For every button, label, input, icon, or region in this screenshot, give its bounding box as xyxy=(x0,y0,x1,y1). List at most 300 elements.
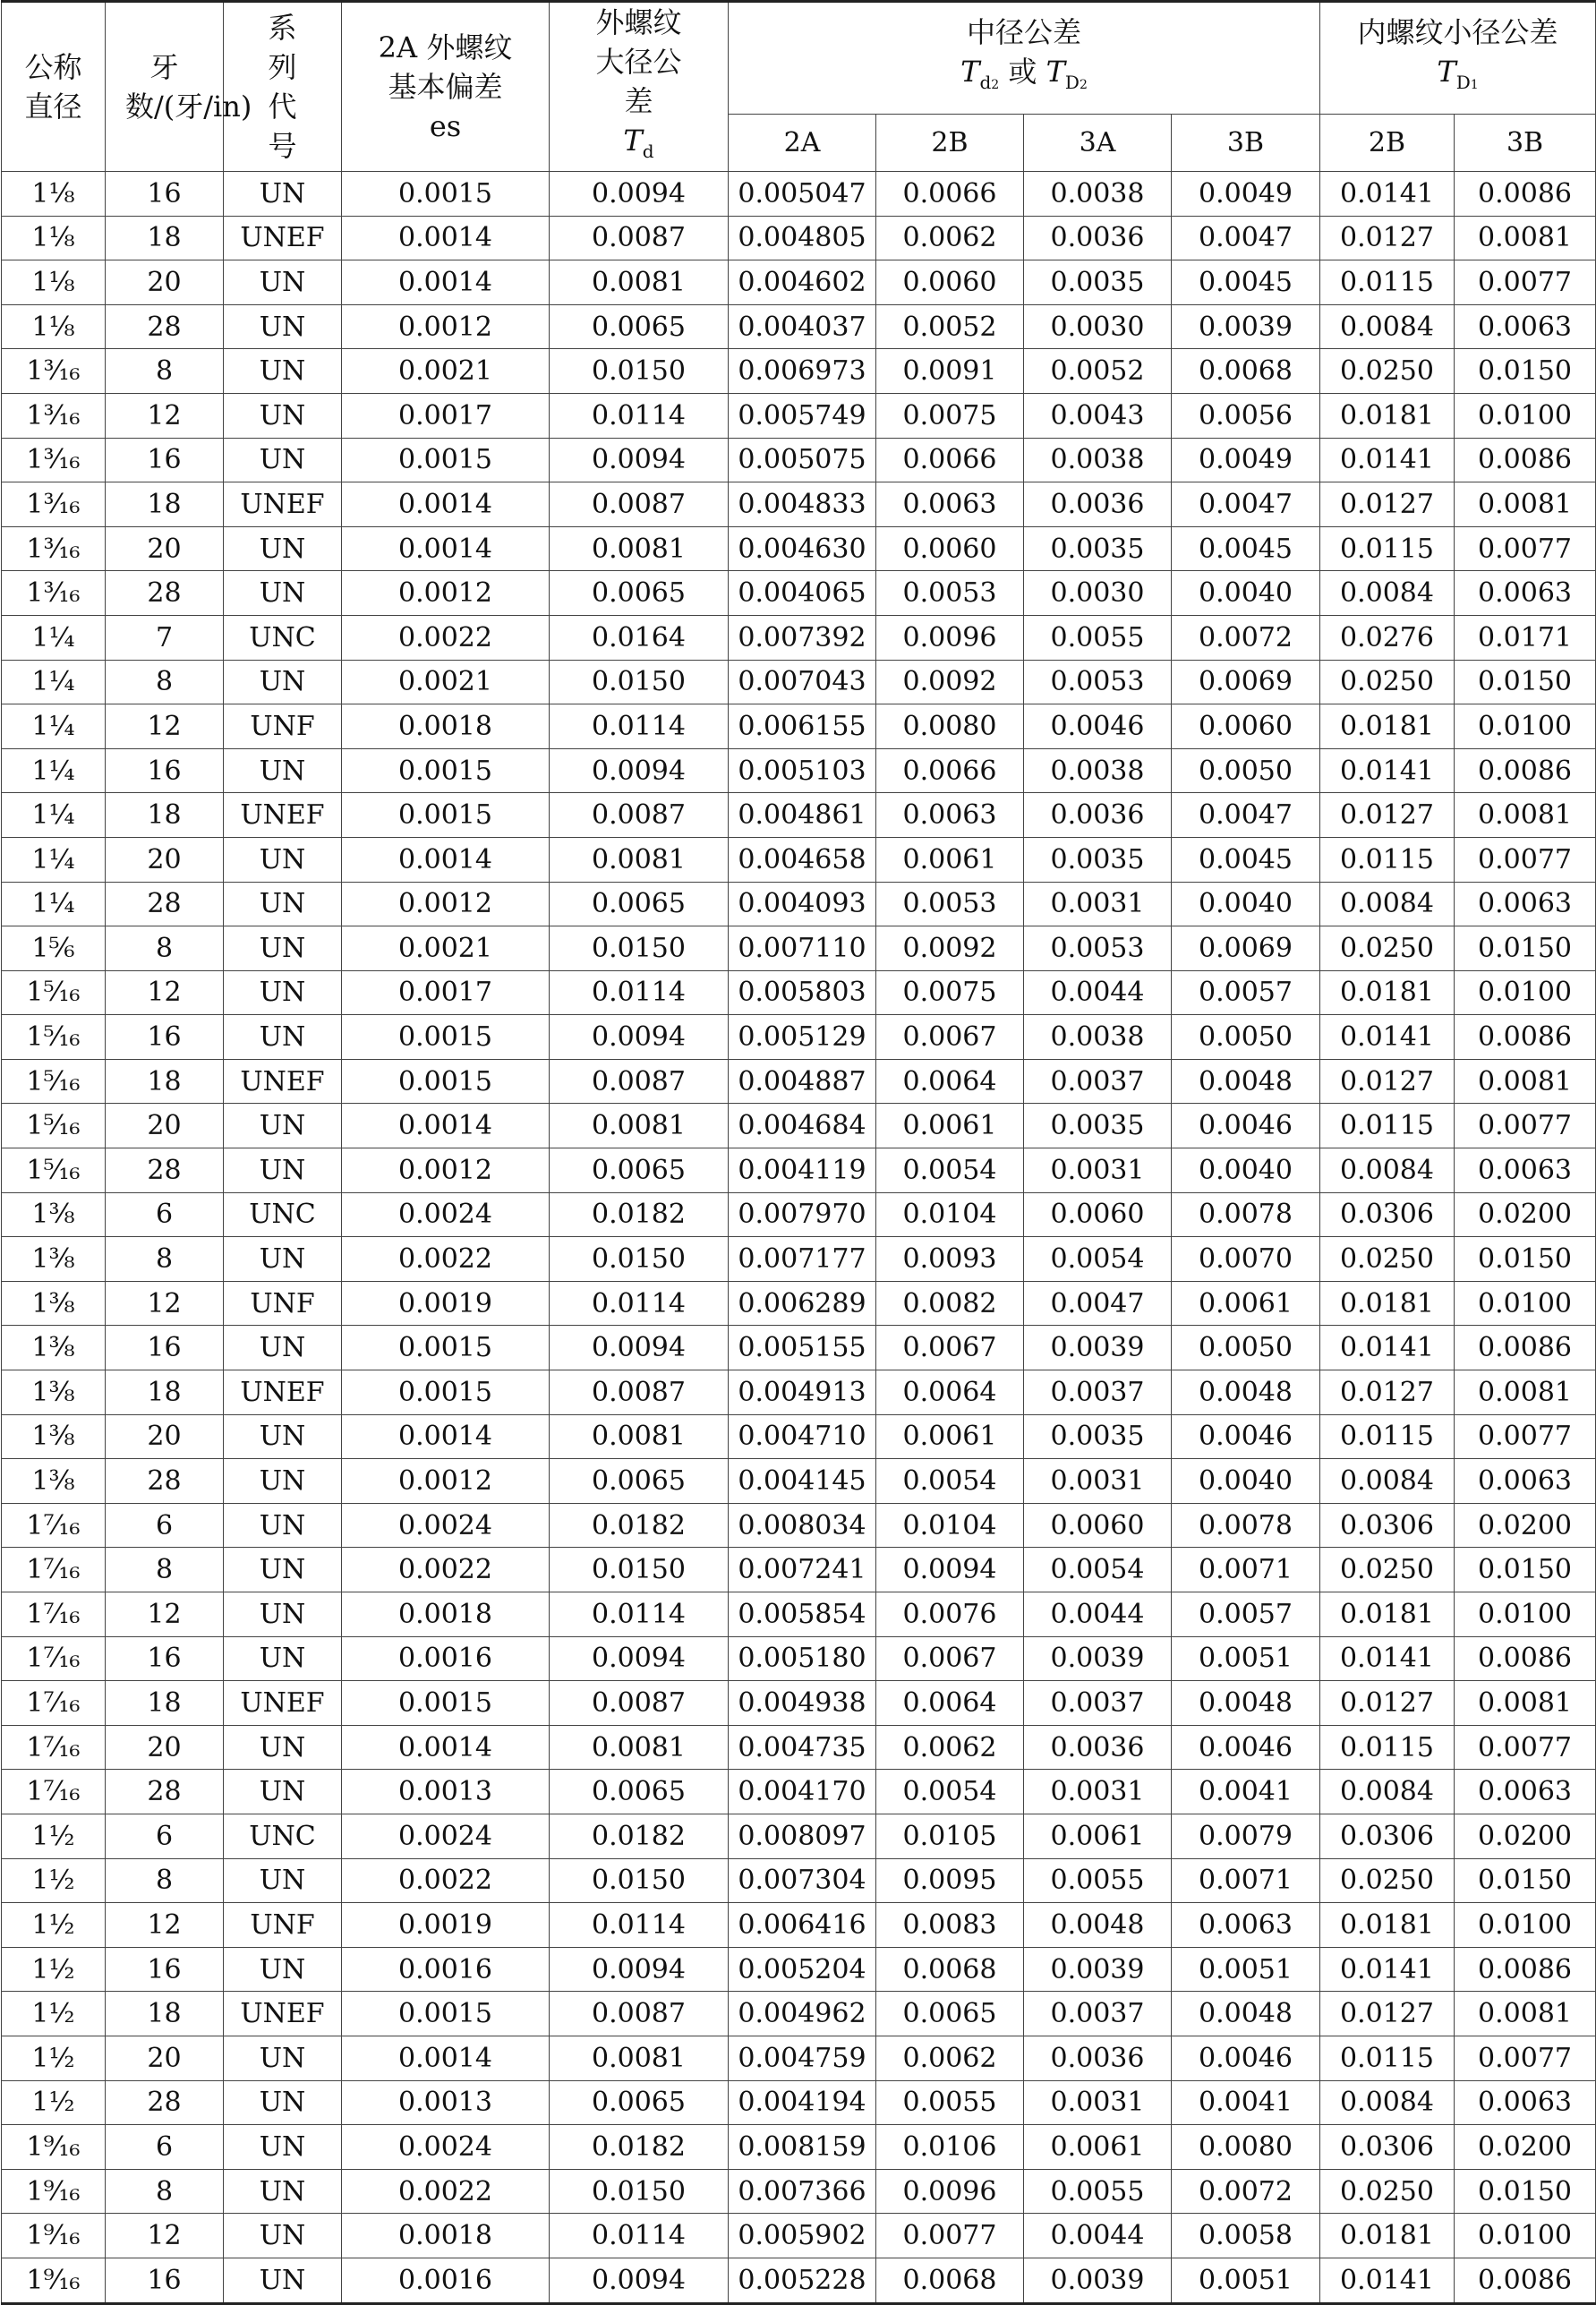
table-row xyxy=(2,304,1596,349)
nominal-diameter-cell: 1⅛ xyxy=(2,304,106,349)
col-group-pitch-tolerance xyxy=(729,2,1320,115)
nominal-diameter-cell: 1³⁄₁₆ xyxy=(2,349,106,394)
basic-deviation-label: 2A 外螺纹基本偏差 xyxy=(378,30,513,104)
table-row xyxy=(2,1636,1596,1681)
table-row xyxy=(2,2258,1596,2303)
table-row xyxy=(2,349,1596,394)
series-cell: UN xyxy=(224,1636,342,1681)
minor-2b-cell: 0.0084 xyxy=(1320,2080,1455,2125)
major-tolerance-cell: 0.0065 xyxy=(550,571,729,616)
threads-per-inch-cell: 28 xyxy=(106,304,224,349)
basic-deviation-cell: 0.0022 xyxy=(342,2169,550,2214)
pitch-3a-cell: 0.0044 xyxy=(1024,2214,1172,2258)
pitch-2a-cell: 0.007241 xyxy=(729,1548,876,1592)
pitch-2b-cell: 0.0092 xyxy=(876,660,1024,704)
series-cell: UNEF xyxy=(224,793,342,838)
table-row xyxy=(2,1326,1596,1370)
pitch-3a-cell: 0.0038 xyxy=(1024,438,1172,482)
major-tolerance-cell: 0.0114 xyxy=(550,1281,729,1326)
minor-2b-cell: 0.0115 xyxy=(1320,1725,1455,1770)
major-tolerance-cell: 0.0114 xyxy=(550,1592,729,1637)
major-tolerance-cell: 0.0114 xyxy=(550,1903,729,1948)
table-row xyxy=(2,393,1596,438)
pitch-3a-cell: 0.0061 xyxy=(1024,1814,1172,1858)
minor-3b-cell: 0.0150 xyxy=(1455,2169,1596,2214)
basic-deviation-cell: 0.0015 xyxy=(342,748,550,793)
pitch-2a-cell: 0.005075 xyxy=(729,438,876,482)
pitch-2b-cell: 0.0082 xyxy=(876,1281,1024,1326)
minor-3b-cell: 0.0100 xyxy=(1455,393,1596,438)
series-cell: UNEF xyxy=(224,1992,342,2036)
threads-per-inch-cell: 12 xyxy=(106,393,224,438)
pitch-2a-cell: 0.004938 xyxy=(729,1681,876,1726)
table-row xyxy=(2,1903,1596,1948)
major-tolerance-cell: 0.0081 xyxy=(550,1414,729,1459)
pitch-3b-cell: 0.0050 xyxy=(1172,1015,1320,1060)
pitch-2b-cell: 0.0068 xyxy=(876,1947,1024,1992)
threads-per-inch-cell: 8 xyxy=(106,926,224,971)
threads-per-inch-cell: 20 xyxy=(106,1725,224,1770)
pitch-2a-cell: 0.004037 xyxy=(729,304,876,349)
series-cell: UN xyxy=(224,1326,342,1370)
pitch-2a-cell: 0.004735 xyxy=(729,1725,876,1770)
nominal-diameter-cell: 1⅜ xyxy=(2,1192,106,1237)
major-tolerance-cell: 0.0150 xyxy=(550,349,729,394)
minor-2b-cell: 0.0181 xyxy=(1320,393,1455,438)
pitch-2a-cell: 0.007392 xyxy=(729,615,876,660)
pitch-2b-cell: 0.0055 xyxy=(876,2080,1024,2125)
col-major-tolerance xyxy=(550,2,729,172)
minor-3b-cell: 0.0086 xyxy=(1455,2258,1596,2303)
minor-3b-cell: 0.0100 xyxy=(1455,1281,1596,1326)
pitch-3a-cell: 0.0039 xyxy=(1024,2258,1172,2303)
pitch-3b-cell: 0.0048 xyxy=(1172,1059,1320,1104)
pitch-2a-cell: 0.007110 xyxy=(729,926,876,971)
pitch-2b-cell: 0.0080 xyxy=(876,704,1024,749)
pitch-3a-cell: 0.0060 xyxy=(1024,1503,1172,1548)
basic-deviation-cell: 0.0015 xyxy=(342,1681,550,1726)
nominal-diameter-cell: 1⅚ xyxy=(2,926,106,971)
pitch-3a-cell: 0.0031 xyxy=(1024,2080,1172,2125)
pitch-2b-cell: 0.0062 xyxy=(876,1725,1024,1770)
col-threads-per-inch: 牙数/(牙/in) xyxy=(106,2,224,172)
pitch-2a-cell: 0.006155 xyxy=(729,704,876,749)
pitch-3b-cell: 0.0070 xyxy=(1172,1237,1320,1282)
basic-deviation-cell: 0.0018 xyxy=(342,704,550,749)
major-tolerance-cell: 0.0182 xyxy=(550,2125,729,2170)
pitch-3a-cell: 0.0037 xyxy=(1024,1992,1172,2036)
major-tolerance-cell: 0.0081 xyxy=(550,260,729,305)
nominal-diameter-cell: 1½ xyxy=(2,1858,106,1903)
major-tolerance-cell: 0.0182 xyxy=(550,1503,729,1548)
basic-deviation-cell: 0.0021 xyxy=(342,660,550,704)
series-cell: UN xyxy=(224,304,342,349)
pitch-2a-cell: 0.006416 xyxy=(729,1903,876,1948)
nominal-diameter-cell: 1³⁄₁₆ xyxy=(2,526,106,571)
pitch-3b-cell: 0.0041 xyxy=(1172,1770,1320,1814)
pitch-3a-cell: 0.0031 xyxy=(1024,1148,1172,1193)
pitch-2b-cell: 0.0054 xyxy=(876,1459,1024,1504)
pitch-2b-cell: 0.0068 xyxy=(876,2258,1024,2303)
nominal-diameter-cell: 1⁷⁄₁₆ xyxy=(2,1636,106,1681)
nominal-diameter-cell: 1³⁄₁₆ xyxy=(2,438,106,482)
minor-3b-cell: 0.0150 xyxy=(1455,1858,1596,1903)
pitch-2a-cell: 0.005228 xyxy=(729,2258,876,2303)
minor-2b-cell: 0.0306 xyxy=(1320,2125,1455,2170)
series-cell: UN xyxy=(224,660,342,704)
nominal-diameter-cell: 1¼ xyxy=(2,837,106,882)
threads-per-inch-cell: 20 xyxy=(106,837,224,882)
table-row xyxy=(2,1681,1596,1726)
threads-per-inch-cell: 18 xyxy=(106,1370,224,1415)
nominal-diameter-cell: 1⁹⁄₁₆ xyxy=(2,2169,106,2214)
minor-2b-cell: 0.0141 xyxy=(1320,438,1455,482)
series-cell: UN xyxy=(224,1725,342,1770)
series-cell: UN xyxy=(224,2258,342,2303)
minor-2b-cell: 0.0306 xyxy=(1320,1192,1455,1237)
series-cell: UNF xyxy=(224,1903,342,1948)
major-tolerance-cell: 0.0081 xyxy=(550,1104,729,1148)
basic-deviation-cell: 0.0021 xyxy=(342,349,550,394)
nominal-diameter-cell: 1³⁄₁₆ xyxy=(2,571,106,616)
table-row xyxy=(2,1858,1596,1903)
threads-per-inch-cell: 20 xyxy=(106,1414,224,1459)
pitch-2a-cell: 0.007043 xyxy=(729,660,876,704)
minor-3b-cell: 0.0100 xyxy=(1455,1903,1596,1948)
minor-3b-cell: 0.0077 xyxy=(1455,1104,1596,1148)
nominal-diameter-cell: 1½ xyxy=(2,2080,106,2125)
series-cell: UN xyxy=(224,172,342,217)
threads-per-inch-cell: 20 xyxy=(106,1104,224,1148)
pitch-3b-cell: 0.0051 xyxy=(1172,1636,1320,1681)
pitch-3b-cell: 0.0040 xyxy=(1172,882,1320,926)
minor-2b-cell: 0.0127 xyxy=(1320,1059,1455,1104)
pitch-2b-cell: 0.0052 xyxy=(876,304,1024,349)
minor-3b-cell: 0.0086 xyxy=(1455,172,1596,217)
pitch-2a-cell: 0.005047 xyxy=(729,172,876,217)
series-cell: UN xyxy=(224,1592,342,1637)
major-tolerance-cell: 0.0065 xyxy=(550,304,729,349)
pitch-2b-cell: 0.0091 xyxy=(876,349,1024,394)
table-row xyxy=(2,1370,1596,1415)
minor-2b-cell: 0.0250 xyxy=(1320,660,1455,704)
threads-per-inch-cell: 28 xyxy=(106,882,224,926)
major-tolerance-cell: 0.0182 xyxy=(550,1814,729,1858)
pitch-3b-cell: 0.0047 xyxy=(1172,216,1320,260)
major-tolerance-cell: 0.0081 xyxy=(550,837,729,882)
pitch-3b-cell: 0.0080 xyxy=(1172,2125,1320,2170)
basic-deviation-cell: 0.0015 xyxy=(342,1370,550,1415)
pitch-3a-cell: 0.0055 xyxy=(1024,2169,1172,2214)
minor-3b-cell: 0.0200 xyxy=(1455,2125,1596,2170)
series-cell: UN xyxy=(224,1104,342,1148)
series-cell: UN xyxy=(224,438,342,482)
pitch-2a-cell: 0.004759 xyxy=(729,2036,876,2080)
pitch-2a-cell: 0.004805 xyxy=(729,216,876,260)
threads-per-inch-cell: 18 xyxy=(106,1681,224,1726)
major-tolerance-cell: 0.0094 xyxy=(550,2258,729,2303)
threads-per-inch-cell: 28 xyxy=(106,571,224,616)
basic-deviation-cell: 0.0015 xyxy=(342,1992,550,2036)
table-row xyxy=(2,615,1596,660)
pitch-2a-cell: 0.006973 xyxy=(729,349,876,394)
basic-deviation-cell: 0.0013 xyxy=(342,1770,550,1814)
basic-deviation-cell: 0.0014 xyxy=(342,1414,550,1459)
minor-3b-cell: 0.0200 xyxy=(1455,1814,1596,1858)
threads-per-inch-cell: 18 xyxy=(106,216,224,260)
major-tolerance-cell: 0.0164 xyxy=(550,615,729,660)
table-row xyxy=(2,793,1596,838)
pitch-2b-cell: 0.0106 xyxy=(876,2125,1024,2170)
pitch-2a-cell: 0.004833 xyxy=(729,482,876,527)
minor-2b-cell: 0.0127 xyxy=(1320,1992,1455,2036)
table-row xyxy=(2,571,1596,616)
basic-deviation-cell: 0.0024 xyxy=(342,2125,550,2170)
threads-per-inch-cell: 16 xyxy=(106,1947,224,1992)
minor-3b-cell: 0.0150 xyxy=(1455,660,1596,704)
threads-per-inch-cell: 6 xyxy=(106,1503,224,1548)
basic-deviation-cell: 0.0024 xyxy=(342,1192,550,1237)
pitch-3b-cell: 0.0071 xyxy=(1172,1548,1320,1592)
pitch-3a-cell: 0.0036 xyxy=(1024,793,1172,838)
series-cell: UNEF xyxy=(224,1059,342,1104)
pitch-3b-cell: 0.0051 xyxy=(1172,1947,1320,1992)
major-tolerance-cell: 0.0081 xyxy=(550,526,729,571)
table-row xyxy=(2,1015,1596,1060)
major-tolerance-cell: 0.0081 xyxy=(550,1725,729,1770)
pitch-3a-cell: 0.0060 xyxy=(1024,1192,1172,1237)
major-tolerance-cell: 0.0094 xyxy=(550,1015,729,1060)
minor-2b-cell: 0.0115 xyxy=(1320,837,1455,882)
pitch-2b-cell: 0.0054 xyxy=(876,1770,1024,1814)
pitch-3a-cell: 0.0054 xyxy=(1024,1237,1172,1282)
pitch-3a-cell: 0.0037 xyxy=(1024,1370,1172,1415)
minor-2b-cell: 0.0127 xyxy=(1320,1370,1455,1415)
pitch-2b-cell: 0.0066 xyxy=(876,748,1024,793)
pitch-2b-cell: 0.0054 xyxy=(876,1148,1024,1193)
pitch-3b-cell: 0.0069 xyxy=(1172,926,1320,971)
major-tolerance-cell: 0.0094 xyxy=(550,748,729,793)
series-cell: UN xyxy=(224,571,342,616)
pitch-3b-cell: 0.0069 xyxy=(1172,660,1320,704)
series-cell: UNEF xyxy=(224,216,342,260)
table-row xyxy=(2,1281,1596,1326)
nominal-diameter-cell: 1¼ xyxy=(2,882,106,926)
minor-2b-cell: 0.0084 xyxy=(1320,1459,1455,1504)
pitch-2b-cell: 0.0096 xyxy=(876,615,1024,660)
basic-deviation-cell: 0.0015 xyxy=(342,793,550,838)
pitch-3a-cell: 0.0038 xyxy=(1024,1015,1172,1060)
basic-deviation-cell: 0.0022 xyxy=(342,1858,550,1903)
minor-3b-cell: 0.0063 xyxy=(1455,571,1596,616)
pitch-2a-cell: 0.007304 xyxy=(729,1858,876,1903)
nominal-diameter-cell: 1⅛ xyxy=(2,172,106,217)
pitch-3a-cell: 0.0031 xyxy=(1024,1459,1172,1504)
series-cell: UN xyxy=(224,349,342,394)
pitch-3a-cell: 0.0054 xyxy=(1024,1548,1172,1592)
threads-per-inch-cell: 6 xyxy=(106,2125,224,2170)
nominal-diameter-cell: 1⁵⁄₁₆ xyxy=(2,970,106,1015)
pitch-2b-cell: 0.0093 xyxy=(876,1237,1024,1282)
minor-2b-cell: 0.0084 xyxy=(1320,1148,1455,1193)
threads-per-inch-cell: 12 xyxy=(106,1592,224,1637)
table-row xyxy=(2,260,1596,305)
threads-per-inch-cell: 28 xyxy=(106,2080,224,2125)
table-row xyxy=(2,970,1596,1015)
table-row xyxy=(2,216,1596,260)
table-row xyxy=(2,1414,1596,1459)
minor-3b-cell: 0.0081 xyxy=(1455,1992,1596,2036)
col-basic-deviation xyxy=(342,2,550,172)
pitch-3b-cell: 0.0050 xyxy=(1172,1326,1320,1370)
nominal-diameter-cell: 1⁵⁄₁₆ xyxy=(2,1059,106,1104)
series-cell: UN xyxy=(224,1015,342,1060)
table-row xyxy=(2,748,1596,793)
minor-2b-cell: 0.0141 xyxy=(1320,2258,1455,2303)
pitch-2a-cell: 0.008034 xyxy=(729,1503,876,1548)
series-cell: UN xyxy=(224,1770,342,1814)
minor-2b-cell: 0.0127 xyxy=(1320,1681,1455,1726)
series-cell: UN xyxy=(224,2214,342,2258)
pitch-3b-cell: 0.0060 xyxy=(1172,704,1320,749)
pitch-2b-cell: 0.0060 xyxy=(876,260,1024,305)
major-tolerance-cell: 0.0087 xyxy=(550,793,729,838)
minor-3b-cell: 0.0063 xyxy=(1455,1148,1596,1193)
pitch-2a-cell: 0.005749 xyxy=(729,393,876,438)
pitch-3a-cell: 0.0039 xyxy=(1024,1947,1172,1992)
pitch-2b-cell: 0.0092 xyxy=(876,926,1024,971)
threads-per-inch-cell: 12 xyxy=(106,704,224,749)
basic-deviation-cell: 0.0012 xyxy=(342,304,550,349)
minor-3b-cell: 0.0100 xyxy=(1455,1592,1596,1637)
col-group-minor-tolerance xyxy=(1320,2,1596,115)
table-row xyxy=(2,1104,1596,1148)
pitch-3a-cell: 0.0037 xyxy=(1024,1681,1172,1726)
pitch-tolerance-symbol: $T_{d2}$ 或 $T_{D2}$ xyxy=(960,54,1088,93)
pitch-3a-cell: 0.0035 xyxy=(1024,526,1172,571)
minor-3b-cell: 0.0086 xyxy=(1455,438,1596,482)
threads-per-inch-cell: 8 xyxy=(106,1237,224,1282)
minor-3b-cell: 0.0100 xyxy=(1455,970,1596,1015)
major-tolerance-cell: 0.0150 xyxy=(550,1858,729,1903)
pitch-3a-cell: 0.0036 xyxy=(1024,2036,1172,2080)
basic-deviation-cell: 0.0014 xyxy=(342,1725,550,1770)
nominal-diameter-cell: 1⅛ xyxy=(2,260,106,305)
threads-per-inch-cell: 16 xyxy=(106,172,224,217)
basic-deviation-cell: 0.0018 xyxy=(342,1592,550,1637)
pitch-3b-cell: 0.0057 xyxy=(1172,1592,1320,1637)
pitch-3a-cell: 0.0035 xyxy=(1024,1104,1172,1148)
series-cell: UN xyxy=(224,970,342,1015)
pitch-3a-cell: 0.0061 xyxy=(1024,2125,1172,2170)
table-row xyxy=(2,1059,1596,1104)
pitch-2a-cell: 0.004170 xyxy=(729,1770,876,1814)
pitch-3b-cell: 0.0063 xyxy=(1172,1903,1320,1948)
pitch-3b-cell: 0.0057 xyxy=(1172,970,1320,1015)
series-cell: UN xyxy=(224,260,342,305)
table-row xyxy=(2,2080,1596,2125)
series-cell: UN xyxy=(224,1237,342,1282)
minor-2b-cell: 0.0127 xyxy=(1320,793,1455,838)
major-tolerance-cell: 0.0094 xyxy=(550,1947,729,1992)
pitch-3a-cell: 0.0052 xyxy=(1024,349,1172,394)
major-tolerance-cell: 0.0065 xyxy=(550,1148,729,1193)
subcol-2a: 2A xyxy=(729,115,876,172)
series-cell: UN xyxy=(224,1148,342,1193)
pitch-3a-cell: 0.0055 xyxy=(1024,615,1172,660)
minor-3b-cell: 0.0081 xyxy=(1455,482,1596,527)
pitch-2a-cell: 0.005155 xyxy=(729,1326,876,1370)
series-cell: UNC xyxy=(224,1814,342,1858)
pitch-3a-cell: 0.0036 xyxy=(1024,1725,1172,1770)
pitch-3a-cell: 0.0039 xyxy=(1024,1326,1172,1370)
nominal-diameter-cell: 1⁷⁄₁₆ xyxy=(2,1681,106,1726)
table-row xyxy=(2,2169,1596,2214)
basic-deviation-cell: 0.0016 xyxy=(342,2258,550,2303)
pitch-2b-cell: 0.0095 xyxy=(876,1858,1024,1903)
major-tolerance-cell: 0.0150 xyxy=(550,660,729,704)
pitch-2a-cell: 0.004861 xyxy=(729,793,876,838)
minor-3b-cell: 0.0086 xyxy=(1455,1947,1596,1992)
basic-deviation-cell: 0.0015 xyxy=(342,172,550,217)
table-row xyxy=(2,438,1596,482)
minor-3b-cell: 0.0150 xyxy=(1455,1237,1596,1282)
pitch-2b-cell: 0.0061 xyxy=(876,1104,1024,1148)
minor-2b-cell: 0.0250 xyxy=(1320,1237,1455,1282)
table-row xyxy=(2,1992,1596,2036)
series-cell: UN xyxy=(224,1459,342,1504)
table-row xyxy=(2,1814,1596,1858)
pitch-3a-cell: 0.0047 xyxy=(1024,1281,1172,1326)
minor-2b-cell: 0.0250 xyxy=(1320,2169,1455,2214)
basic-deviation-cell: 0.0014 xyxy=(342,1104,550,1148)
table-row xyxy=(2,1459,1596,1504)
pitch-2b-cell: 0.0065 xyxy=(876,1992,1024,2036)
series-cell: UNF xyxy=(224,1281,342,1326)
pitch-3b-cell: 0.0046 xyxy=(1172,2036,1320,2080)
pitch-2b-cell: 0.0075 xyxy=(876,393,1024,438)
major-tolerance-cell: 0.0094 xyxy=(550,1326,729,1370)
pitch-2b-cell: 0.0060 xyxy=(876,526,1024,571)
minor-2b-cell: 0.0115 xyxy=(1320,2036,1455,2080)
threads-per-inch-cell: 18 xyxy=(106,482,224,527)
threads-per-inch-cell: 18 xyxy=(106,793,224,838)
minor-2b-cell: 0.0115 xyxy=(1320,1104,1455,1148)
threads-per-inch-cell: 20 xyxy=(106,260,224,305)
pitch-2b-cell: 0.0083 xyxy=(876,1903,1024,1948)
minor-3b-cell: 0.0086 xyxy=(1455,1636,1596,1681)
pitch-3b-cell: 0.0048 xyxy=(1172,1681,1320,1726)
nominal-diameter-cell: 1⁷⁄₁₆ xyxy=(2,1592,106,1637)
table-row xyxy=(2,1770,1596,1814)
col-nominal-diameter: 公称直径 xyxy=(2,2,106,172)
major-tolerance-cell: 0.0087 xyxy=(550,216,729,260)
minor-3b-cell: 0.0077 xyxy=(1455,1725,1596,1770)
minor-2b-cell: 0.0181 xyxy=(1320,2214,1455,2258)
basic-deviation-cell: 0.0014 xyxy=(342,2036,550,2080)
series-cell: UNEF xyxy=(224,482,342,527)
basic-deviation-cell: 0.0015 xyxy=(342,438,550,482)
pitch-3b-cell: 0.0072 xyxy=(1172,2169,1320,2214)
series-cell: UN xyxy=(224,2080,342,2125)
threads-per-inch-cell: 16 xyxy=(106,1326,224,1370)
nominal-diameter-cell: 1⁷⁄₁₆ xyxy=(2,1725,106,1770)
basic-deviation-cell: 0.0014 xyxy=(342,837,550,882)
minor-tolerance-symbol: $T_{D1}$ xyxy=(1437,54,1479,93)
table-body xyxy=(2,172,1596,2304)
threads-per-inch-cell: 7 xyxy=(106,615,224,660)
minor-2b-cell: 0.0084 xyxy=(1320,304,1455,349)
